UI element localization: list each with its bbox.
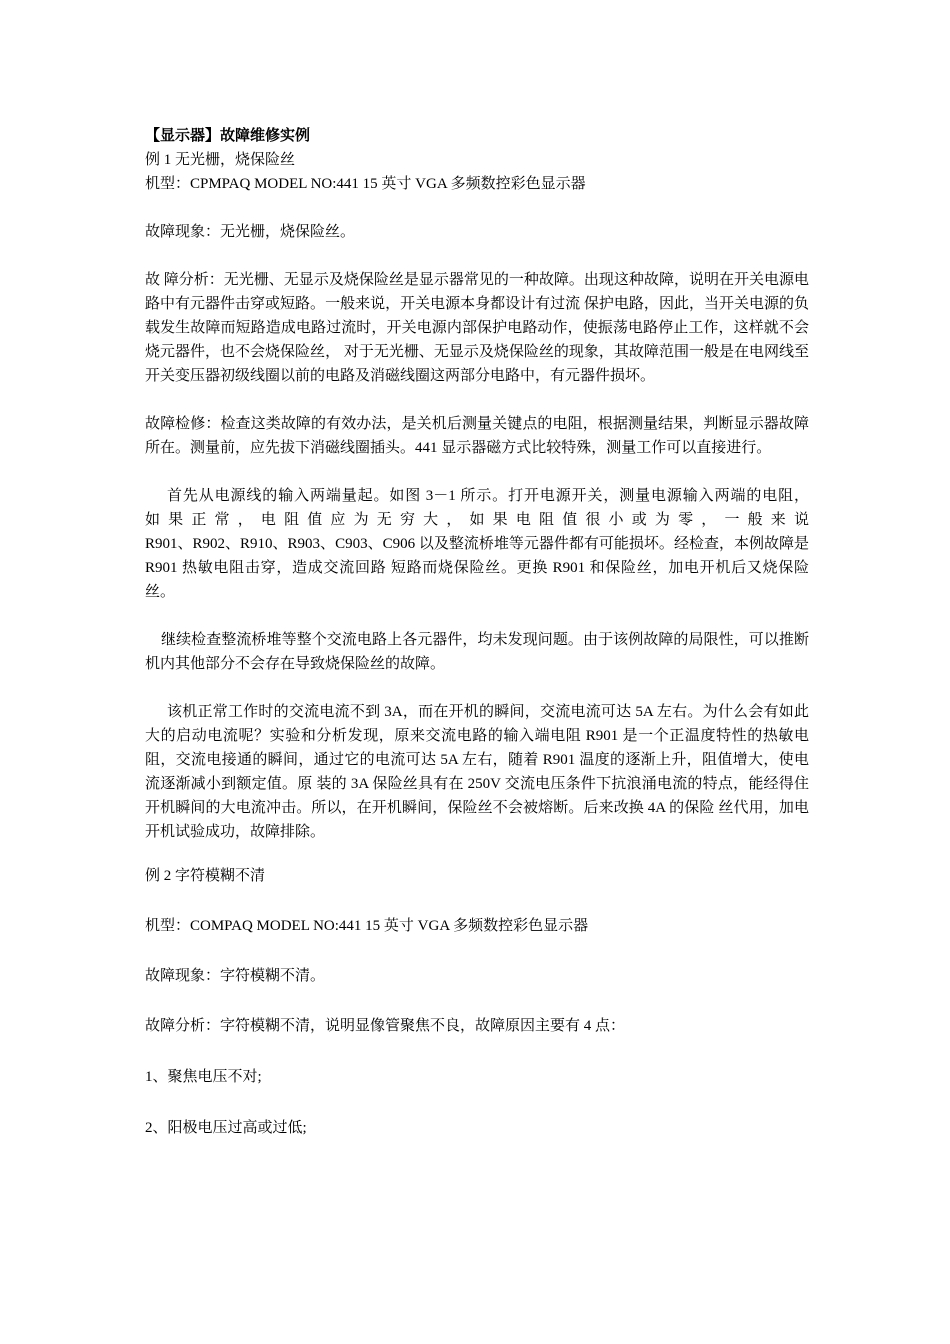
example-1-repair: 故障检修：检查这类故障的有效办法，是关机后测量关键点的电阻，根据测量结果，判断显示器故障所在。测量前，应先拔下消磁线圈插头。441 显示器磁方式比较特殊，测量工作可以直接进行。: [145, 416, 809, 456]
example-2-model: 机型：COMPAQ MODEL NO:441 15 英寸 VGA 多频数控彩色显示器: [145, 918, 589, 934]
paragraph-rest: R901、R902、R910、R903、C903、C906 以及整流桥堆等元器件都有可能损坏。经检查，本例故障是 R901 热敏电阻击穿，造成交流回路 短路而烧保险丝。更换 R901 和保险丝，加电开机后又烧保险丝。: [145, 536, 809, 600]
example-1-analysis: 故 障分析：无光栅、无显示及烧保险丝是显示器常见的一种故障。出现这种故障，说明在开关电源电路中有元器件击穿或短路。一般来说，开关电源本身都设计有过流 保护电路，因此，当开关电源的负载发生故障而短路造成电路过流时，开关电源内部保护电路动作，使振荡电路停止工作，这样就不会烧元器件，也不会烧保险丝， 对于无光栅、无显示及烧保险丝的现象，其故障范围一般是在电网线至开关变压器初级线圈以前的电路及消磁线圈这两部分电路中，有元器件损坏。: [145, 272, 809, 384]
spacer: [145, 844, 809, 864]
spacer: [145, 938, 809, 964]
spacer: [145, 676, 809, 700]
example-1-heading: 例 1 无光栅，烧保险丝: [145, 152, 296, 168]
example-2-analysis: 故障分析：字符模糊不清，说明显像管聚焦不良，故障原因主要有 4 点：: [145, 1018, 626, 1034]
spacer: [145, 1089, 809, 1116]
example-2-symptom: 故障现象：字符模糊不清。: [145, 968, 326, 984]
example-2-heading: 例 2 字符模糊不清: [145, 868, 266, 884]
spacer: [145, 388, 809, 412]
spacer: [145, 988, 809, 1014]
document-body: [145, 124, 809, 1140]
spacer: [145, 244, 809, 268]
spacer: [145, 1038, 809, 1065]
spacer: [145, 604, 809, 628]
example-2-item-1: 1、聚焦电压不对;: [145, 1069, 262, 1085]
example-1-paragraph-3: 该机正常工作时的交流电流不到 3A，而在开机的瞬间，交流电流可达 5A 左右。为什么会有如此大的启动电流呢？实验和分析发现，原来交流电路的输入端电阻 R901 是一个正温度特性的热敏电阻，交流电接通的瞬间，通过它的电流可达 5A 左右，随着 R901 温度的逐渐上升，阻值增大，使电流逐渐减小到额定值。原 装的 3A 保险丝具有在 250V 交流电压条件下抗浪涌电流的特点，能经得住开机瞬间的大电流冲击。所以，在开机瞬间，保险丝不会被熔断。后来改换 4A 的保险 丝代用，加电开机试验成功，故障排除。: [145, 704, 809, 840]
paragraph-line: 首先从电源线的输入两端量起。如图 3－1 所示。打开电源开关，测量电源输入两端的电阻，: [167, 488, 809, 504]
paragraph-line: 如 果 正 常 ， 电 阻 值 应 为 无 穷 大 ， 如 果 电 阻 值 很 小 或 为 零 ， 一 般 来 说: [145, 512, 809, 528]
document-title: 【显示器】故障维修实例: [145, 128, 311, 144]
example-1-paragraph-2: 继续检查整流桥堆等整个交流电路上各元器件，均未发现问题。由于该例故障的局限性，可以推断机内其他部分不会存在导致烧保险丝的故障。: [145, 632, 809, 672]
example-2-item-2: 2、阳极电压过高或过低;: [145, 1120, 307, 1136]
example-1-paragraph-1: [145, 484, 809, 604]
spacer: [145, 460, 809, 484]
spacer: [145, 888, 809, 914]
example-1-model: 机型：CPMPAQ MODEL NO:441 15 英寸 VGA 多频数控彩色显示器: [145, 176, 586, 192]
spacer: [145, 196, 809, 220]
example-1-symptom: 故障现象：无光栅，烧保险丝。: [145, 224, 356, 240]
